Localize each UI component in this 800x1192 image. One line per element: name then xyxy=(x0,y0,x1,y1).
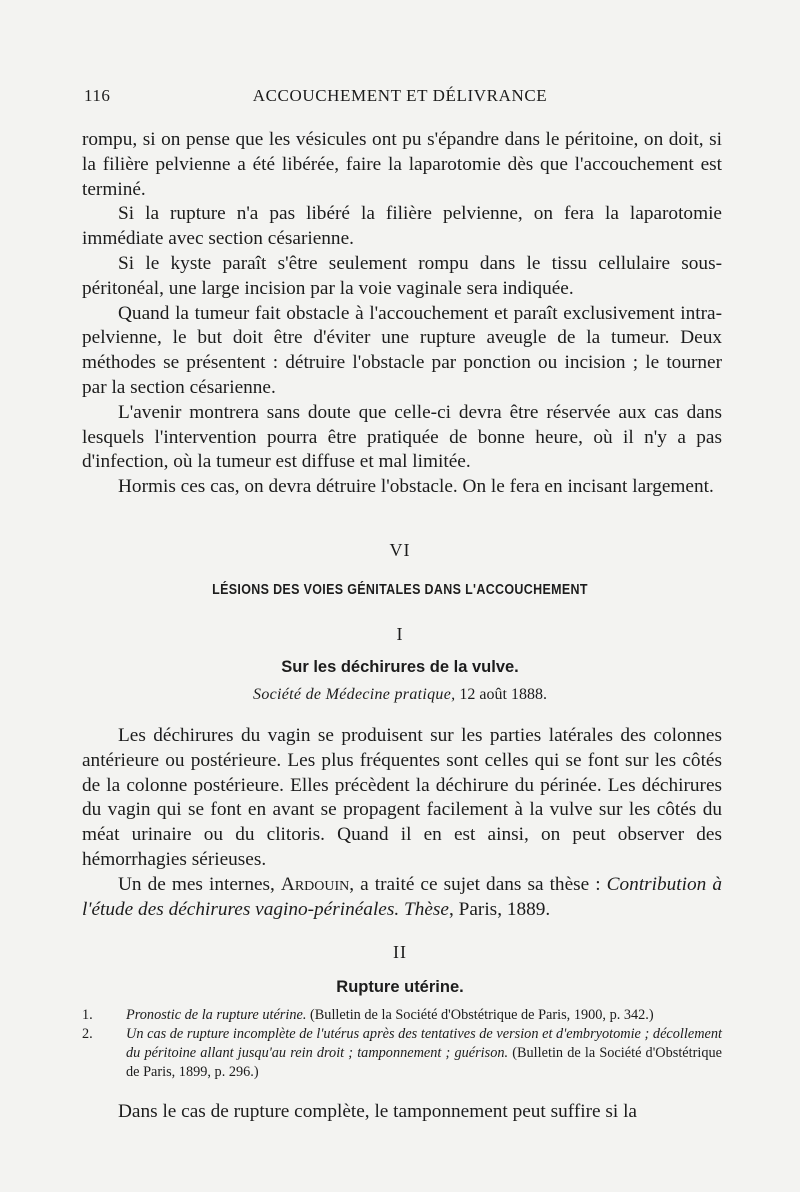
footnote-text: (Bulletin de la Société d'Obstétrique de Paris, 1900, p. 342.) xyxy=(306,1007,654,1023)
footnote-text: (Bulletin de la Société d'Obstétrique de Paris, 1899, p. 296.) xyxy=(126,1045,722,1080)
paragraph: Les déchirures du vagin se produisent sur les parties latérales des colonnes antérieure ou postérieure. Les plus fréquentes sont celles qui se font sur les côtés de la colonne postérieure. Elles précèdent la déchirure du périnée. Les déchirures du vagin qui se font en avant se propagent facilement à la vulve sur les côtés du méat urinaire ou du clitoris. Quand il en est ainsi, on peut observer des hémorrhagies sérieuses. xyxy=(82,725,722,870)
author-name: Ardouin xyxy=(280,873,350,895)
paragraph: Dans le cas de rupture complète, le tamponnement peut suffire si la xyxy=(118,1101,637,1122)
body-text-top xyxy=(82,128,722,500)
footnote xyxy=(82,1006,722,1025)
body-text-middle xyxy=(82,724,722,922)
text-run: Un de mes internes, xyxy=(118,873,275,895)
footnote-title: Pronostic de la rupture utérine. xyxy=(126,1007,307,1023)
page-number: 116 xyxy=(84,86,111,105)
subsection-title: Rupture utérine. xyxy=(336,978,464,996)
running-title: ACCOUCHEMENT ET DÉLIVRANCE xyxy=(252,86,548,105)
running-head xyxy=(84,86,716,110)
source-date: 12 août 1888. xyxy=(459,686,547,703)
section-number: VI xyxy=(389,540,411,560)
paragraph: Si la rupture n'a pas libéré la filière pelvienne, on fera la laparotomie immédiate avec section césarienne. xyxy=(82,203,722,250)
footnote-number: 2. xyxy=(82,1026,93,1042)
paragraph: Hormis ces cas, on devra détruire l'obstacle. On le fera en incisant largement. xyxy=(118,476,714,498)
footnote-number: 1. xyxy=(82,1007,93,1023)
source-line xyxy=(0,686,800,704)
text-run: , Paris, 1889. xyxy=(448,898,551,920)
subsection-number: I xyxy=(396,624,404,644)
thesis-title: Contribution à l'étude des déchirures vagino-périnéales. Thèse xyxy=(82,873,723,920)
paragraph: rompu, si on pense que les vésicules ont pu s'épandre dans le péritoine, on doit, si la filière pelvienne a été libérée, faire la laparotomie dès que l'accouchement est terminé. xyxy=(82,129,722,200)
paragraph: L'avenir montrera sans doute que celle-ci devra être réservée aux cas dans lesquels l'intervention pourra être pratiquée de bonne heure, où il n'y a pas d'infection, où la tumeur est diffuse et mal limitée. xyxy=(82,401,722,473)
text-run: , a traité ce sujet dans sa thèse : xyxy=(349,873,601,895)
source-society: Société de Médecine pratique, xyxy=(253,686,456,703)
subsection-number: II xyxy=(393,942,407,962)
footnote-title: Un cas de rupture incomplète de l'utérus après des tentatives de version et d'embryotomie ; décollement du péritoine allant jusqu'au rein droit ; tamponnement ; guérison. xyxy=(126,1026,722,1061)
footnotes xyxy=(82,1006,722,1082)
section-title: LÉSIONS DES VOIES GÉNITALES DANS L'ACCOUCHEMENT xyxy=(212,582,588,598)
footnote xyxy=(82,1025,722,1082)
paragraph: Si le kyste paraît s'être seulement rompu dans le tissu cellulaire sous-péritonéal, une large incision par la voie vaginale sera indiquée. xyxy=(82,252,722,299)
paragraph: Quand la tumeur fait obstacle à l'accouchement et paraît exclusivement intra-pelvienne, le but doit être d'éviter une rupture aveugle de la tumeur. Deux méthodes se présentent : détruire l'obstacle par ponction ou incision ; le tourner par la section césarienne. xyxy=(82,302,722,398)
subsection-title: Sur les déchirures de la vulve. xyxy=(281,658,519,676)
paragraph-thesis xyxy=(82,873,722,923)
